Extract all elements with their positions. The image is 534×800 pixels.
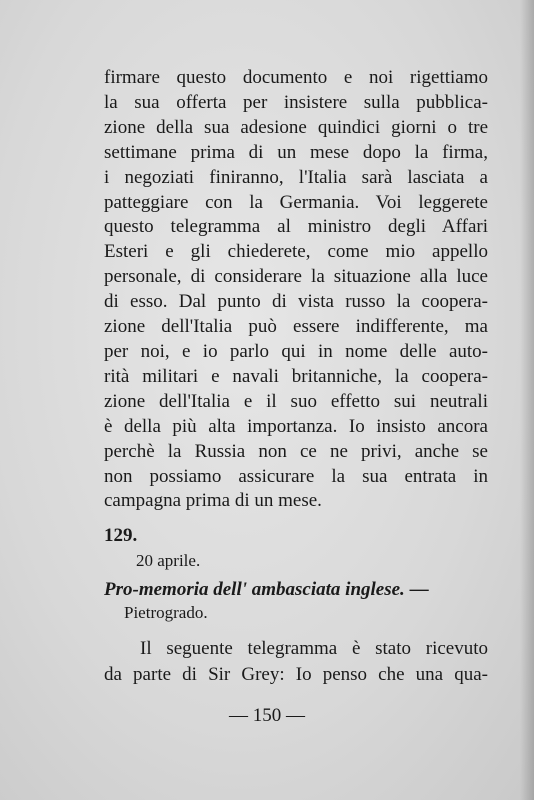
body-line: personale, di considerare la situazione alla luce [104,266,488,288]
body-line: questo telegramma al ministro degli Affari [104,216,488,238]
body-line: patteggiare con la Germania. Voi leggerete [104,191,488,213]
page-number: — 150 — [229,705,305,726]
body-line: firmare questo documento e noi rigettiamo [104,67,488,88]
second-paragraph [104,636,488,688]
body-line: da parte di Sir Grey: Io penso che una qua- [104,664,488,685]
body-line: zione dell'Italia può essere indifferente, ma [104,316,488,338]
document-place: Pietrogrado. [124,603,208,622]
document-heading [104,578,488,602]
body-line: campagna prima di un mese. [104,490,322,512]
body-line: non possiamo assicurare la sua entrata in [104,465,488,487]
body-line: rità militari e navali britanniche, la coopera- [104,365,488,387]
heading-title: Pro-memoria dell' ambasciata inglese. [104,579,405,600]
document-date: 20 aprile. [136,551,201,570]
body-line: zione della sua adesione quindici giorni o tre [104,116,488,138]
body-line: settimane prima di un mese dopo la firma, [104,141,488,163]
body-line: è della più alta importanza. Io insisto ancora [104,415,488,437]
body-line: Il seguente telegramma è stato ricevuto [140,638,488,659]
body-line: i negoziati finiranno, l'Italia sarà lasciata a [104,166,488,188]
body-line: per noi, e io parlo qui in nome delle auto- [104,340,488,362]
body-line: di esso. Dal punto di vista russo la coopera- [104,291,488,313]
page-edge-shadow [520,0,534,800]
body-line: la sua offerta per insistere sulla pubblica- [104,91,488,113]
body-line: perchè la Russia non ce ne privi, anche se [104,440,488,462]
body-paragraph [104,66,488,514]
heading-dash: — [409,579,429,600]
body-line: zione dell'Italia e il suo effetto sui neutrali [104,390,488,412]
body-line: Esteri e gli chiederete, come mio appello [104,241,488,263]
document-number: 129. [104,525,138,546]
